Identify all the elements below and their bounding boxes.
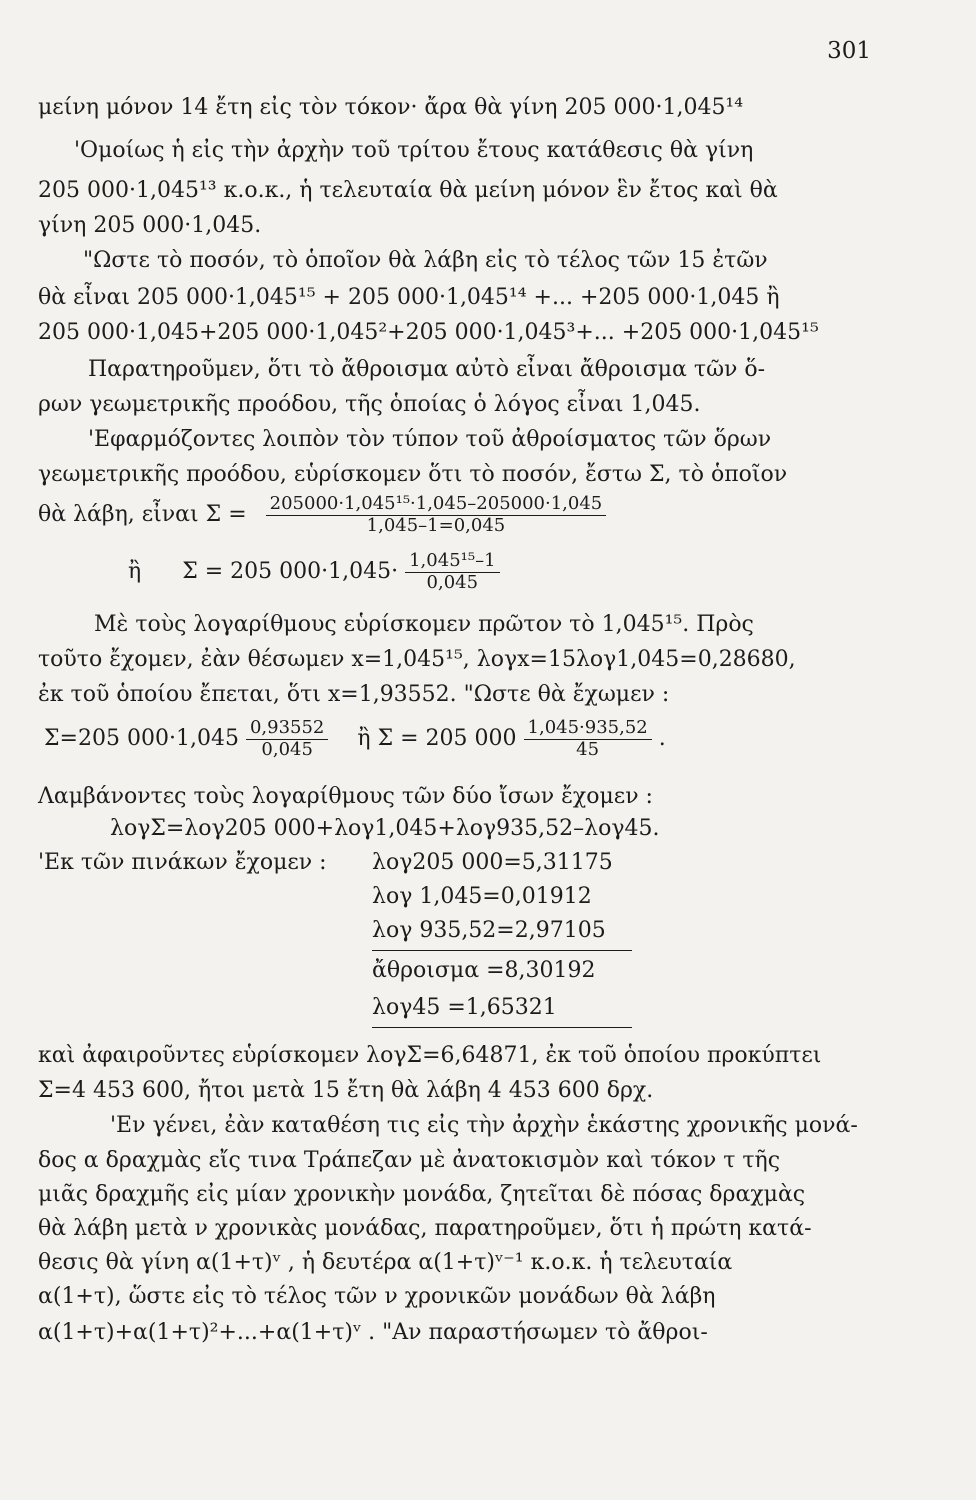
text-line: 'Εν γένει, ἐὰν καταθέση τις εἰς τὴν ἀρχὴν ἑκάστης χρονικῆς μονά- [110,1113,858,1138]
text-line: μιᾶς δραχμῆς εἰς μίαν χρονικὴν μονάδα, ζητεῖται δὲ πόσας δραχμὰς [38,1182,806,1207]
text-line: γεωμετρικῆς προόδου, εὑρίσκομεν ὅτι τὸ ποσόν, ἔστω Σ, τὸ ὁποῖον [38,462,788,487]
fraction-denominator: 0,045 [261,738,313,760]
formula-end: . [658,726,666,752]
formula-middle: ἢ Σ = 205 000 [357,726,517,752]
formula-result [44,718,884,760]
text-line: θὰ λάβη μετὰ ν χρονικὰς μονάδας, παρατηροῦμεν, ὅτι ἡ πρώτη κατά- [38,1216,812,1241]
table-intro: 'Εκ τῶν πινάκων ἔχομεν : [38,850,327,875]
page-number: 301 [827,38,871,64]
text-line: α(1+τ)+α(1+τ)²+...+α(1+τ)ᵛ . "Αν παραστήσωμεν τὸ ἄθροι- [38,1320,708,1345]
formula-lead: ἢ [128,559,142,585]
text-line: α(1+τ), ὥστε εἰς τὸ τέλος τῶν ν χρονικῶν μονάδων θὰ λάβη [38,1284,716,1309]
text-line: "Ωστε τὸ ποσόν, τὸ ὁποῖον θὰ λάβη εἰς τὸ τέλος τῶν 15 ἐτῶν [83,248,768,273]
table-row: ἄθροισμα =8,30192 [372,958,596,983]
table-row: λογ 1,045=0,01912 [372,884,592,909]
text-line: 205 000·1,045+205 000·1,045²+205 000·1,045³+... +205 000·1,045¹⁵ [38,320,819,345]
table-row: λογ205 000=5,31175 [372,850,613,875]
formula-lead: θὰ λάβη, εἶναι Σ = [38,502,247,528]
table-rule [372,1027,632,1028]
fraction [405,551,499,593]
fraction [266,494,607,536]
text-line: Μὲ τοὺς λογαρίθμους εὑρίσκομεν πρῶτον τὸ 1,045¹⁵. Πρὸς [94,612,754,637]
text-line: 'Εφαρμόζοντες λοιπὸν τὸν τύπον τοῦ ἀθροίσματος τῶν ὅρων [88,427,772,452]
table-row: λογ 935,52=2,97105 [372,918,606,943]
formula-left: Σ=205 000·1,045 [44,726,239,752]
text-line: Σ=4 453 600, ἤτοι μετὰ 15 ἔτη θὰ λάβη 4 453 600 δρχ. [38,1078,654,1103]
text-line: Παρατηροῦμεν, ὅτι τὸ ἄθροισμα αὐτὸ εἶναι ἄθροισμα τῶν ὅ- [88,357,766,382]
fraction [246,718,328,760]
text-line: μείνη μόνον 14 ἔτη εἰς τὸν τόκον· ἄρα θὰ γίνη 205 000·1,045¹⁴ [38,95,744,120]
formula-sum-fraction [38,494,878,536]
text-line: ρων γεωμετρικῆς προόδου, τῆς ὁποίας ὁ λόγος εἶναι 1,045. [38,392,701,417]
fraction-numerator: 1,045¹⁵–1 [405,551,499,573]
fraction-numerator: 205000·1,045¹⁵·1,045–205000·1,045 [266,494,607,516]
table-rule [372,950,632,951]
text-line: τοῦτο ἔχομεν, ἐὰν θέσωμεν x=1,045¹⁵, λογx=15λογ1,045=0,28680, [38,647,796,672]
text-line: δος α δραχμὰς εἴς τινα Τράπεζαν μὲ ἀνατοκισμὸν καὶ τόκον τ τῆς [38,1148,781,1173]
text-line: Λαμβάνοντες τοὺς λογαρίθμους τῶν δύο ἴσων ἔχομεν : [38,784,653,809]
formula-sum-simplified [38,551,878,593]
text-line: ἐκ τοῦ ὁποίου ἔπεται, ὅτι x=1,93552. "Ωστε θὰ ἔχωμεν : [38,682,670,707]
fraction-numerator: 0,93552 [246,718,328,740]
fraction-denominator: 0,045 [426,571,479,593]
fraction-denominator: 1,045–1=0,045 [366,514,506,536]
fraction [524,718,652,760]
table-row: λογ45 =1,65321 [372,995,557,1020]
text-line: καὶ ἀφαιροῦντες εὑρίσκομεν λογΣ=6,64871, ἐκ τοῦ ὁποίου προκύπτει [38,1043,822,1068]
fraction-numerator: 1,045·935,52 [524,718,652,740]
text-line: θεσις θὰ γίνη α(1+τ)ᵛ , ἡ δευτέρα α(1+τ)ᵛ⁻¹ κ.ο.κ. ἡ τελευταία [38,1250,733,1275]
fraction-denominator: 45 [576,738,600,760]
text-line: 205 000·1,045¹³ κ.ο.κ., ἡ τελευταία θὰ μείνη μόνον ἓν ἔτος καὶ θὰ [38,178,778,203]
text-line: 'Ομοίως ἡ εἰς τὴν ἀρχὴν τοῦ τρίτου ἔτους κατάθεσις θὰ γίνη [74,138,754,163]
text-line: γίνη 205 000·1,045. [38,213,262,238]
text-line: λογΣ=λογ205 000+λογ1,045+λογ935,52–λογ45. [110,816,660,841]
text-line: θὰ εἶναι 205 000·1,045¹⁵ + 205 000·1,045¹⁴ +... +205 000·1,045 ἢ [38,285,780,310]
formula-body: Σ = 205 000·1,045· [182,559,399,585]
